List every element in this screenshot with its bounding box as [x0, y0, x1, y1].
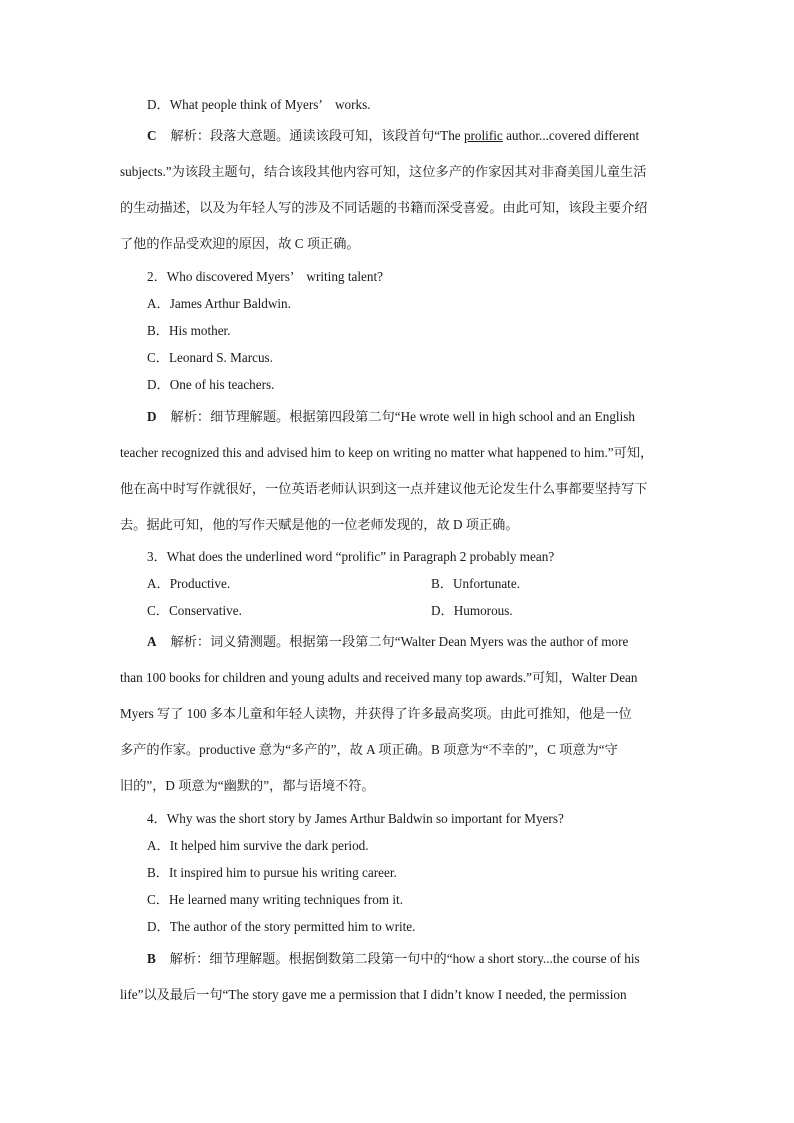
q3-answer-line-5: 旧的”，D 项意为“幽默的”，都与语境不符。: [120, 778, 375, 793]
q1-option-d: D．What people think of Myers’ works.: [147, 97, 371, 112]
q1-answer-line-1: C 解析：段落大意题。通读该段可知，该段首句“The prolific author...covered different: [147, 128, 640, 143]
q2-option-c: C．Leonard S. Marcus.: [147, 350, 273, 365]
q2-answer-key: D: [147, 409, 157, 424]
q4-stem: 4．Why was the short story by James Arthur Baldwin so important for Myers?: [147, 811, 564, 826]
q2-option-d: D．One of his teachers.: [147, 377, 275, 392]
q2-answer-line-2: teacher recognized this and advised him to keep on writing no matter what happened to him.”可知，: [120, 445, 654, 460]
q3-answer-key: A: [147, 634, 157, 649]
q4-answer-line-1: B 解析：细节理解题。根据倒数第二段第一句中的“how a short story...the course of his: [147, 951, 640, 966]
q2-answer-line-4: 去。据此可知，他的写作天赋是他的一位老师发现的，故 D 项正确。: [120, 517, 519, 532]
q1-answer-line-3: 的生动描述，以及为年轻人写的涉及不同话题的书籍而深受喜爱。由此可知，该段主要介绍: [120, 200, 648, 215]
q3-stem: 3．What does the underlined word “prolific” in Paragraph 2 probably mean?: [147, 549, 555, 564]
q2-answer-line-1: D 解析：细节理解题。根据第四段第二句“He wrote well in high school and an English: [147, 409, 635, 424]
q3-option-d: D．Humorous.: [431, 603, 513, 618]
q3-option-a: A．Productive.: [147, 576, 231, 591]
q1-answer-key: C: [147, 128, 157, 143]
q2-answer-line-3: 他在高中时写作就很好，一位英语老师认识到这一点并建议他无论发生什么事都要坚持写下: [120, 481, 648, 496]
q3-answer-line-2: than 100 books for children and young adults and received many top awards.”可知，Walter Dean: [120, 670, 638, 685]
q1-answer-line-2: subjects.”为该段主题句，结合该段其他内容可知，这位多产的作家因其对非裔美国儿童生活: [120, 164, 647, 179]
underlined-word: prolific: [463, 128, 503, 143]
q3-answer-line-3: Myers 写了 100 多本儿童和年轻人读物，并获得了许多最高奖项。由此可推知，他是一位: [120, 706, 632, 721]
q4-option-c: C．He learned many writing techniques from it.: [147, 892, 403, 907]
q4-option-d: D．The author of the story permitted him to write.: [147, 919, 416, 934]
q4-option-b: B．It inspired him to pursue his writing career.: [147, 865, 397, 880]
q3-answer-line-1: A 解析：词义猜测题。根据第一段第二句“Walter Dean Myers was the author of more: [147, 634, 629, 649]
q2-option-a: A．James Arthur Baldwin.: [147, 296, 291, 311]
q3-answer-line-4: 多产的作家。productive 意为“多产的”，故 A 项正确。B 项意为“不幸的”，C 项意为“守: [120, 742, 618, 757]
q2-option-b: B．His mother.: [147, 323, 231, 338]
q4-answer-line-2: life”以及最后一句“The story gave me a permission that I didn’t know I needed, the permission: [120, 987, 627, 1002]
q3-option-b: B．Unfortunate.: [431, 576, 520, 591]
q1-answer-line-4: 了他的作品受欢迎的原因，故 C 项正确。: [120, 236, 360, 251]
q2-stem: 2．Who discovered Myers’ writing talent?: [147, 269, 383, 284]
q3-option-c: C．Conservative.: [147, 603, 242, 618]
q4-answer-key: B: [147, 951, 156, 966]
q4-option-a: A．It helped him survive the dark period.: [147, 838, 369, 853]
